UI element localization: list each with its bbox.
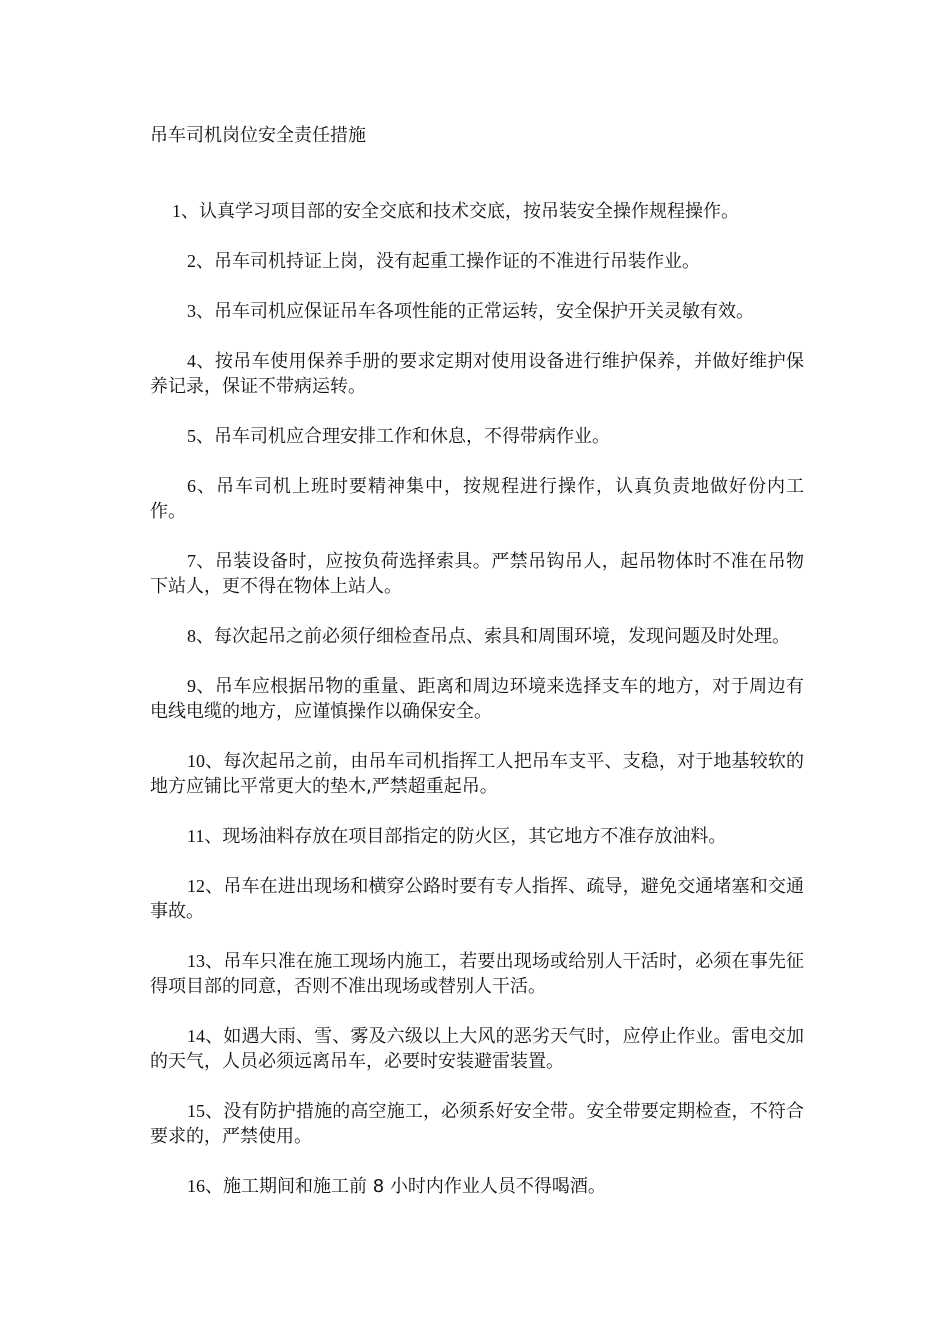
list-item	[150, 674, 804, 724]
item-separator: 、	[196, 676, 215, 697]
item-number: 16	[187, 1176, 205, 1196]
list-item	[150, 624, 804, 649]
list-item	[150, 474, 804, 524]
item-number: 7	[187, 551, 196, 571]
list-item	[150, 874, 804, 924]
item-separator: 、	[196, 251, 214, 272]
item-separator: 、	[196, 426, 214, 447]
item-text: 如遇大雨、雪、雾及六级以上大风的恶劣天气时，应停止作业。雷电交加的天气，人员必须远离吊车，必要时安装避雷装置。	[150, 1026, 805, 1072]
list-item	[150, 1024, 804, 1074]
item-separator: 、	[205, 951, 224, 972]
item-text: 吊车司机持证上岗，没有起重工操作证的不准进行吊装作业。	[214, 251, 700, 272]
item-number: 8	[187, 626, 196, 646]
item-separator: 、	[205, 1026, 224, 1047]
item-text: 每次起吊之前必须仔细检查吊点、索具和周围环境，发现问题及时处理。	[214, 626, 790, 647]
item-separator: 、	[181, 201, 199, 222]
item-separator: 、	[196, 351, 215, 372]
item-number: 2	[187, 251, 196, 271]
item-separator: 、	[205, 876, 224, 897]
item-text: 吊装设备时，应按负荷选择索具。严禁吊钩吊人，起吊物体时不准在吊物下站人，更不得在物体上站人。	[150, 551, 805, 597]
list-item	[150, 1099, 804, 1149]
item-separator: 、	[205, 1176, 223, 1197]
item-number: 10	[187, 751, 205, 771]
item-number: 9	[187, 676, 196, 696]
item-text: 吊车只准在施工现场内施工，若要出现场或给别人干活时，必须在事先征得项目部的同意，否则不准出现场或替别人干活。	[150, 951, 805, 997]
item-number: 14	[187, 1026, 205, 1046]
item-text: 吊车应根据吊物的重量、距离和周边环境来选择支车的地方，对于周边有电线电缆的地方，应谨慎操作以确保安全。	[150, 676, 805, 722]
item-text: 按吊车使用保养手册的要求定期对使用设备进行维护保养，并做好维护保养记录，保证不带病运转。	[150, 351, 805, 397]
item-text: 吊车司机应合理安排工作和休息，不得带病作业。	[214, 426, 610, 447]
item-number: 3	[187, 301, 196, 321]
list-item	[150, 249, 804, 274]
list-item	[150, 424, 804, 449]
item-text: 施工期间和施工前 8 小时内作业人员不得喝酒。	[223, 1176, 606, 1197]
list-item	[150, 749, 804, 799]
item-text: 每次起吊之前，由吊车司机指挥工人把吊车支平、支稳，对于地基较软的地方应铺比平常更大的垫木,严禁超重起吊。	[150, 751, 805, 797]
item-separator: 、	[196, 626, 214, 647]
list-item	[150, 349, 804, 399]
document-title: 吊车司机岗位安全责任措施	[150, 125, 366, 146]
item-number: 12	[187, 876, 205, 896]
item-separator: 、	[204, 826, 223, 847]
item-text: 认真学习项目部的安全交底和技术交底，按吊装安全操作规程操作。	[199, 201, 739, 222]
item-separator: 、	[196, 551, 215, 572]
list-item	[150, 949, 804, 999]
item-number: 5	[187, 426, 196, 446]
item-separator: 、	[196, 476, 216, 497]
item-number: 6	[187, 476, 196, 496]
item-separator: 、	[205, 1101, 224, 1122]
list-item	[150, 299, 804, 324]
measures-list	[150, 199, 804, 1224]
item-number: 1	[172, 201, 181, 221]
list-item	[150, 1174, 804, 1199]
item-text: 吊车司机应保证吊车各项性能的正常运转，安全保护开关灵敏有效。	[214, 301, 754, 322]
item-separator: 、	[205, 751, 224, 772]
list-item	[150, 824, 804, 849]
item-text: 现场油料存放在项目部指定的防火区，其它地方不准存放油料。	[222, 826, 727, 847]
item-text: 吊车司机上班时要精神集中，按规程进行操作，认真负责地做好份内工作。	[150, 476, 804, 522]
list-item	[150, 549, 804, 599]
item-text: 吊车在进出现场和横穿公路时要有专人指挥、疏导，避免交通堵塞和交通事故。	[150, 876, 805, 922]
item-separator: 、	[196, 301, 214, 322]
item-number: 4	[187, 351, 196, 371]
item-number: 13	[187, 951, 205, 971]
item-number: 11	[187, 826, 205, 846]
item-number: 15	[187, 1101, 205, 1121]
list-item	[150, 199, 804, 224]
item-text: 没有防护措施的高空施工，必须系好安全带。安全带要定期检查，不符合要求的，严禁使用。	[150, 1101, 805, 1147]
